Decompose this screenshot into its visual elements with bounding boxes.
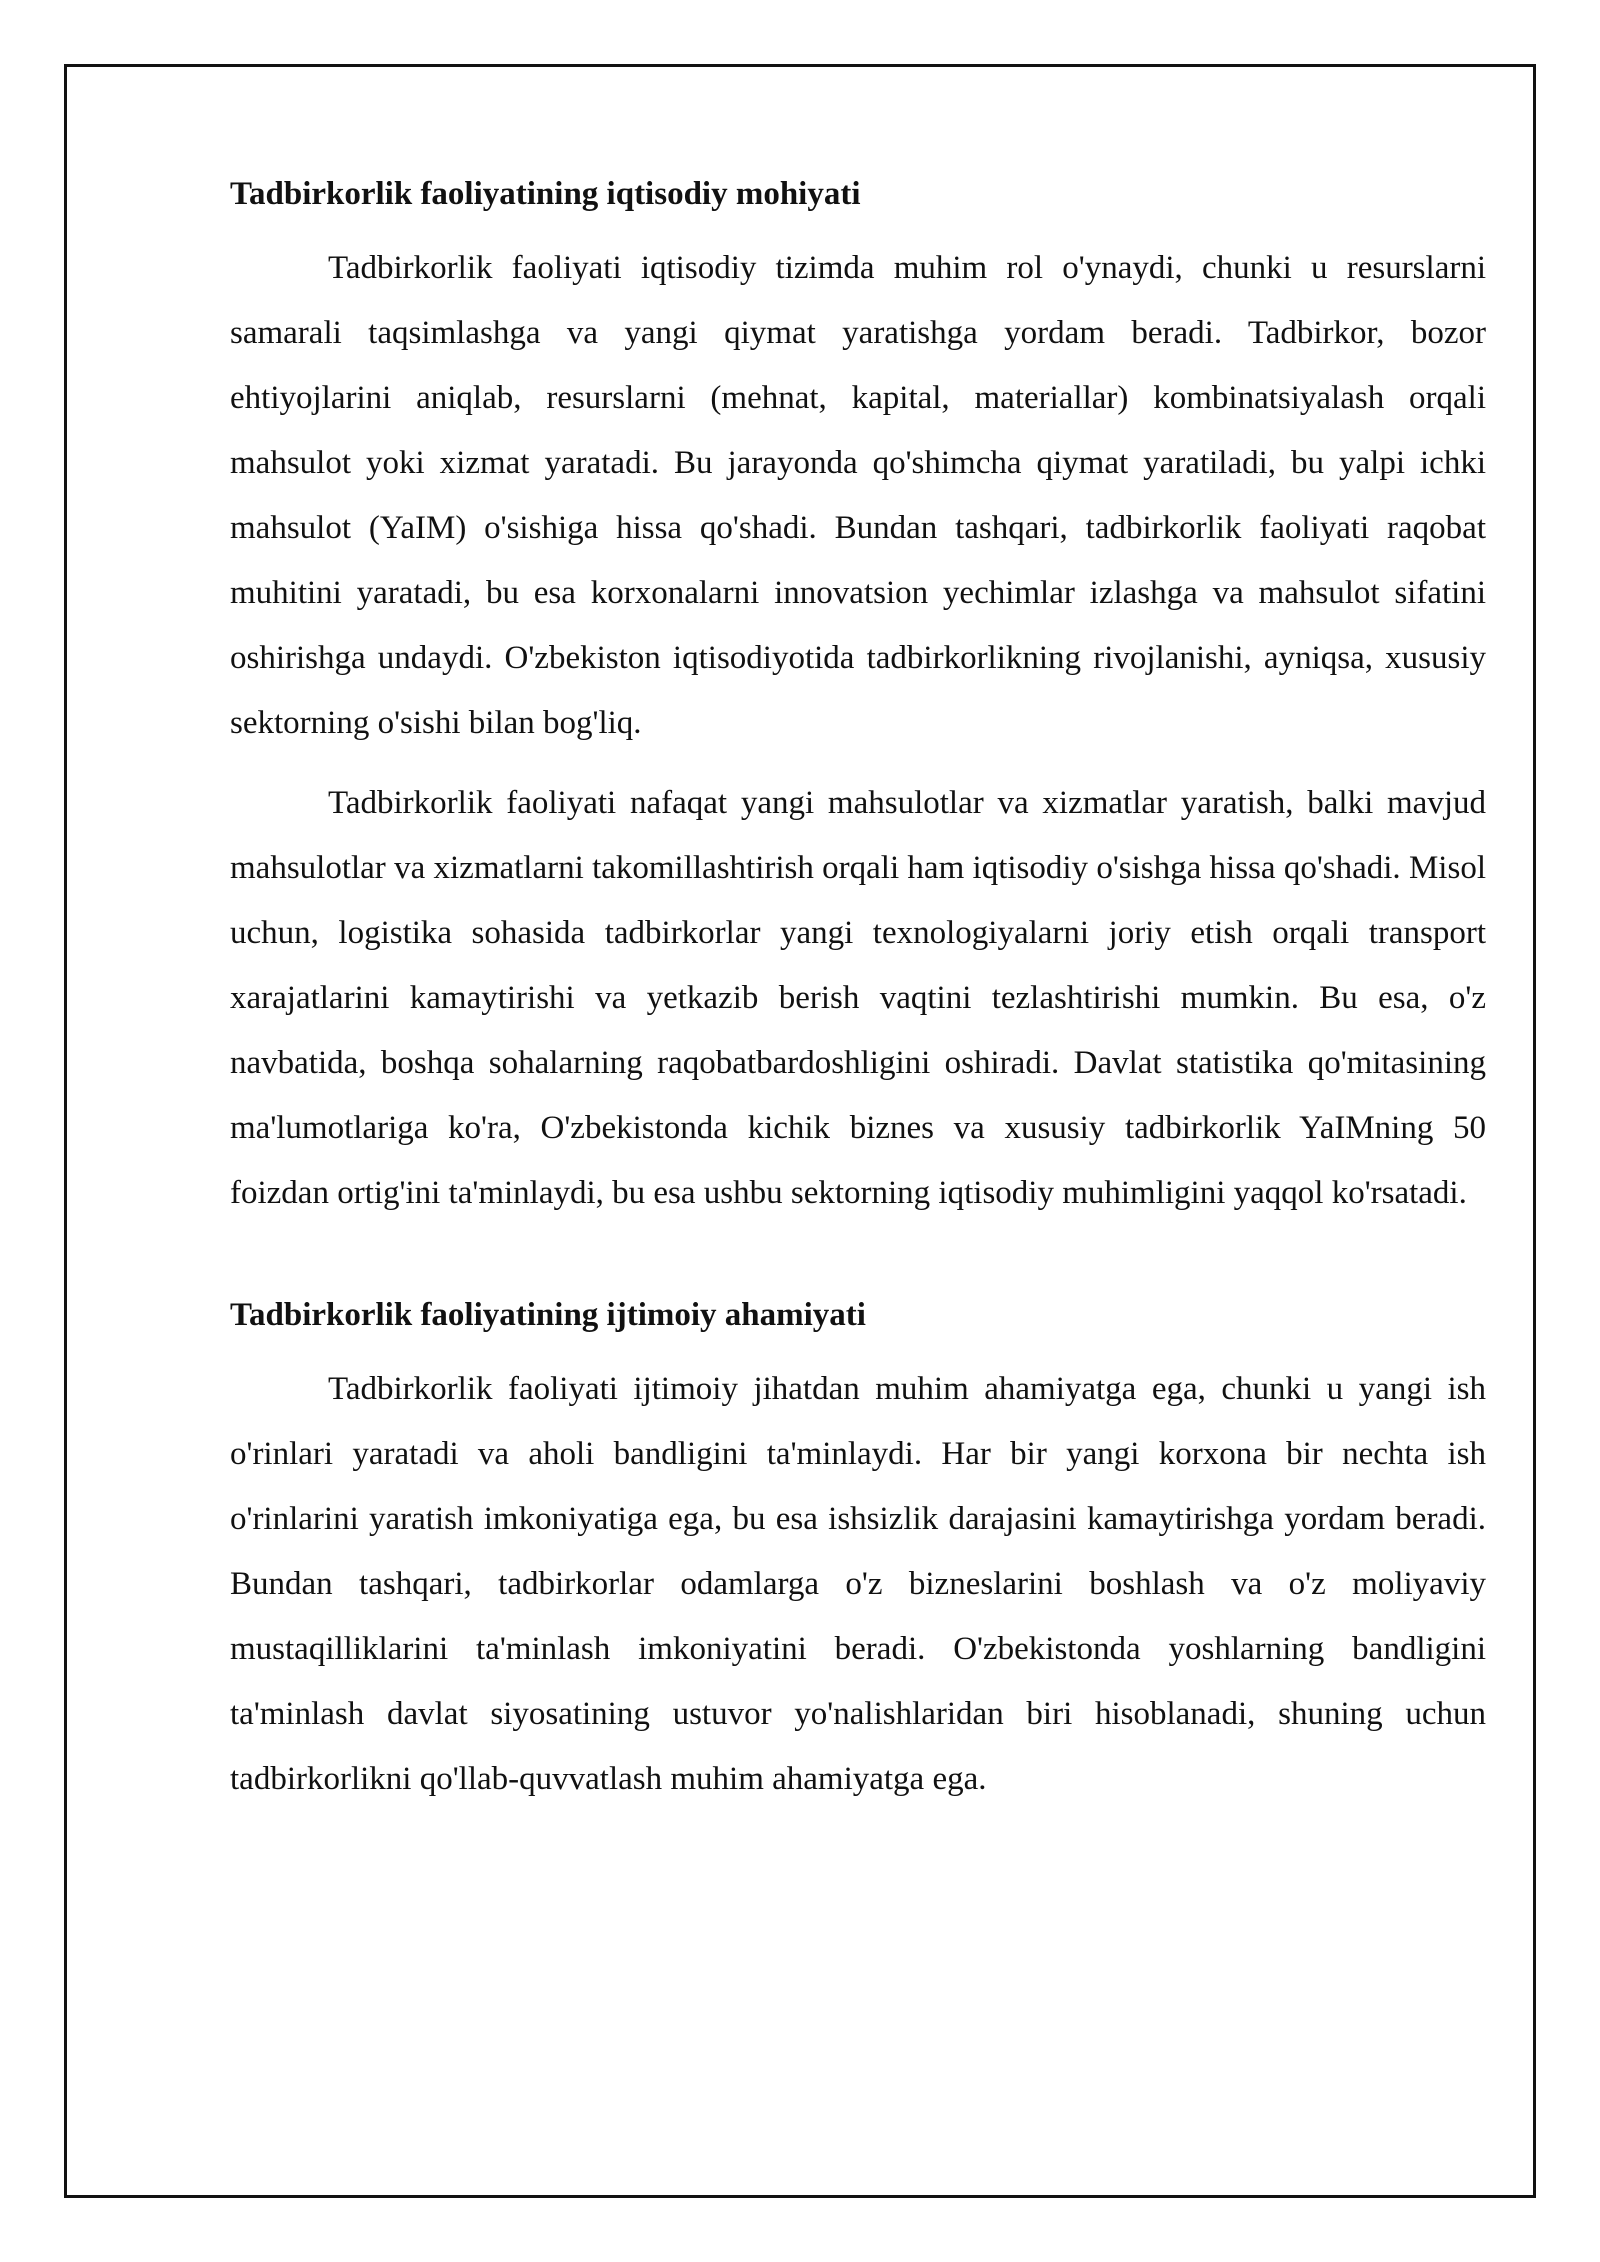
paragraph: Tadbirkorlik faoliyati ijtimoiy jihatdan muhim ahamiyatga ega, chunki u yangi ish o'rinlari yaratadi va aholi bandligini ta'minlaydi. Har bir yangi korxona bir nechta ish o'rinlarini yaratish imkoniyatiga ega, bu esa ishsizlik darajasini kamaytirishga yordam beradi. Bundan tashqari, tadbirkorlar odamlarga o'z bizneslarini boshlash va o'z moliyaviy mustaqilliklarini ta'minlash imkoniyatini beradi. O'zbekistonda yoshlarning bandligini ta'minlash davlat siyosatining ustuvor yo'nalishlaridan biri hisoblanadi, shuning uchun tadbirkorlikni qo'llab-quvvatlash muhim ahamiyatga ega. [230, 1371, 1486, 1797]
document-body [230, 170, 1486, 1827]
section-economic-essence [230, 170, 1486, 1226]
section-social-importance [230, 1291, 1486, 1812]
section-heading: Tadbirkorlik faoliyatining ijtimoiy ahamiyati [230, 1297, 866, 1333]
section-heading: Tadbirkorlik faoliyatining iqtisodiy mohiyati [230, 176, 861, 212]
paragraph: Tadbirkorlik faoliyati nafaqat yangi mahsulotlar va xizmatlar yaratish, balki mavjud mahsulotlar va xizmatlarni takomillashtirish orqali ham iqtisodiy o'sishga hissa qo'shadi. Misol uchun, logistika sohasida tadbirkorlar yangi texnologiyalarni joriy etish orqali transport xarajatlarini kamaytirishi va yetkazib berish vaqtini tezlashtirishi mumkin. Bu esa, o'z navbatida, boshqa sohalarning raqobatbardoshligini oshiradi. Davlat statistika qo'mitasining ma'lumotlariga ko'ra, O'zbekistonda kichik biznes va xususiy tadbirkorlik YaIMning 50 foizdan ortig'ini ta'minlaydi, bu esa ushbu sektorning iqtisodiy muhimligini yaqqol ko'rsatadi. [230, 785, 1486, 1211]
paragraph: Tadbirkorlik faoliyati iqtisodiy tizimda muhim rol o'ynaydi, chunki u resurslarni samarali taqsimlashga va yangi qiymat yaratishga yordam beradi. Tadbirkor, bozor ehtiyojlarini aniqlab, resurslarni (mehnat, kapital, materiallar) kombinatsiyalash orqali mahsulot yoki xizmat yaratadi. Bu jarayonda qo'shimcha qiymat yaratiladi, bu yalpi ichki mahsulot (YaIM) o'sishiga hissa qo'shadi. Bundan tashqari, tadbirkorlik faoliyati raqobat muhitini yaratadi, bu esa korxonalarni innovatsion yechimlar izlashga va mahsulot sifatini oshirishga undaydi. O'zbekiston iqtisodiyotida tadbirkorlikning rivojlanishi, ayniqsa, xususiy sektorning o'sishi bilan bog'liq. [230, 250, 1486, 741]
section-spacer [230, 1241, 1486, 1291]
